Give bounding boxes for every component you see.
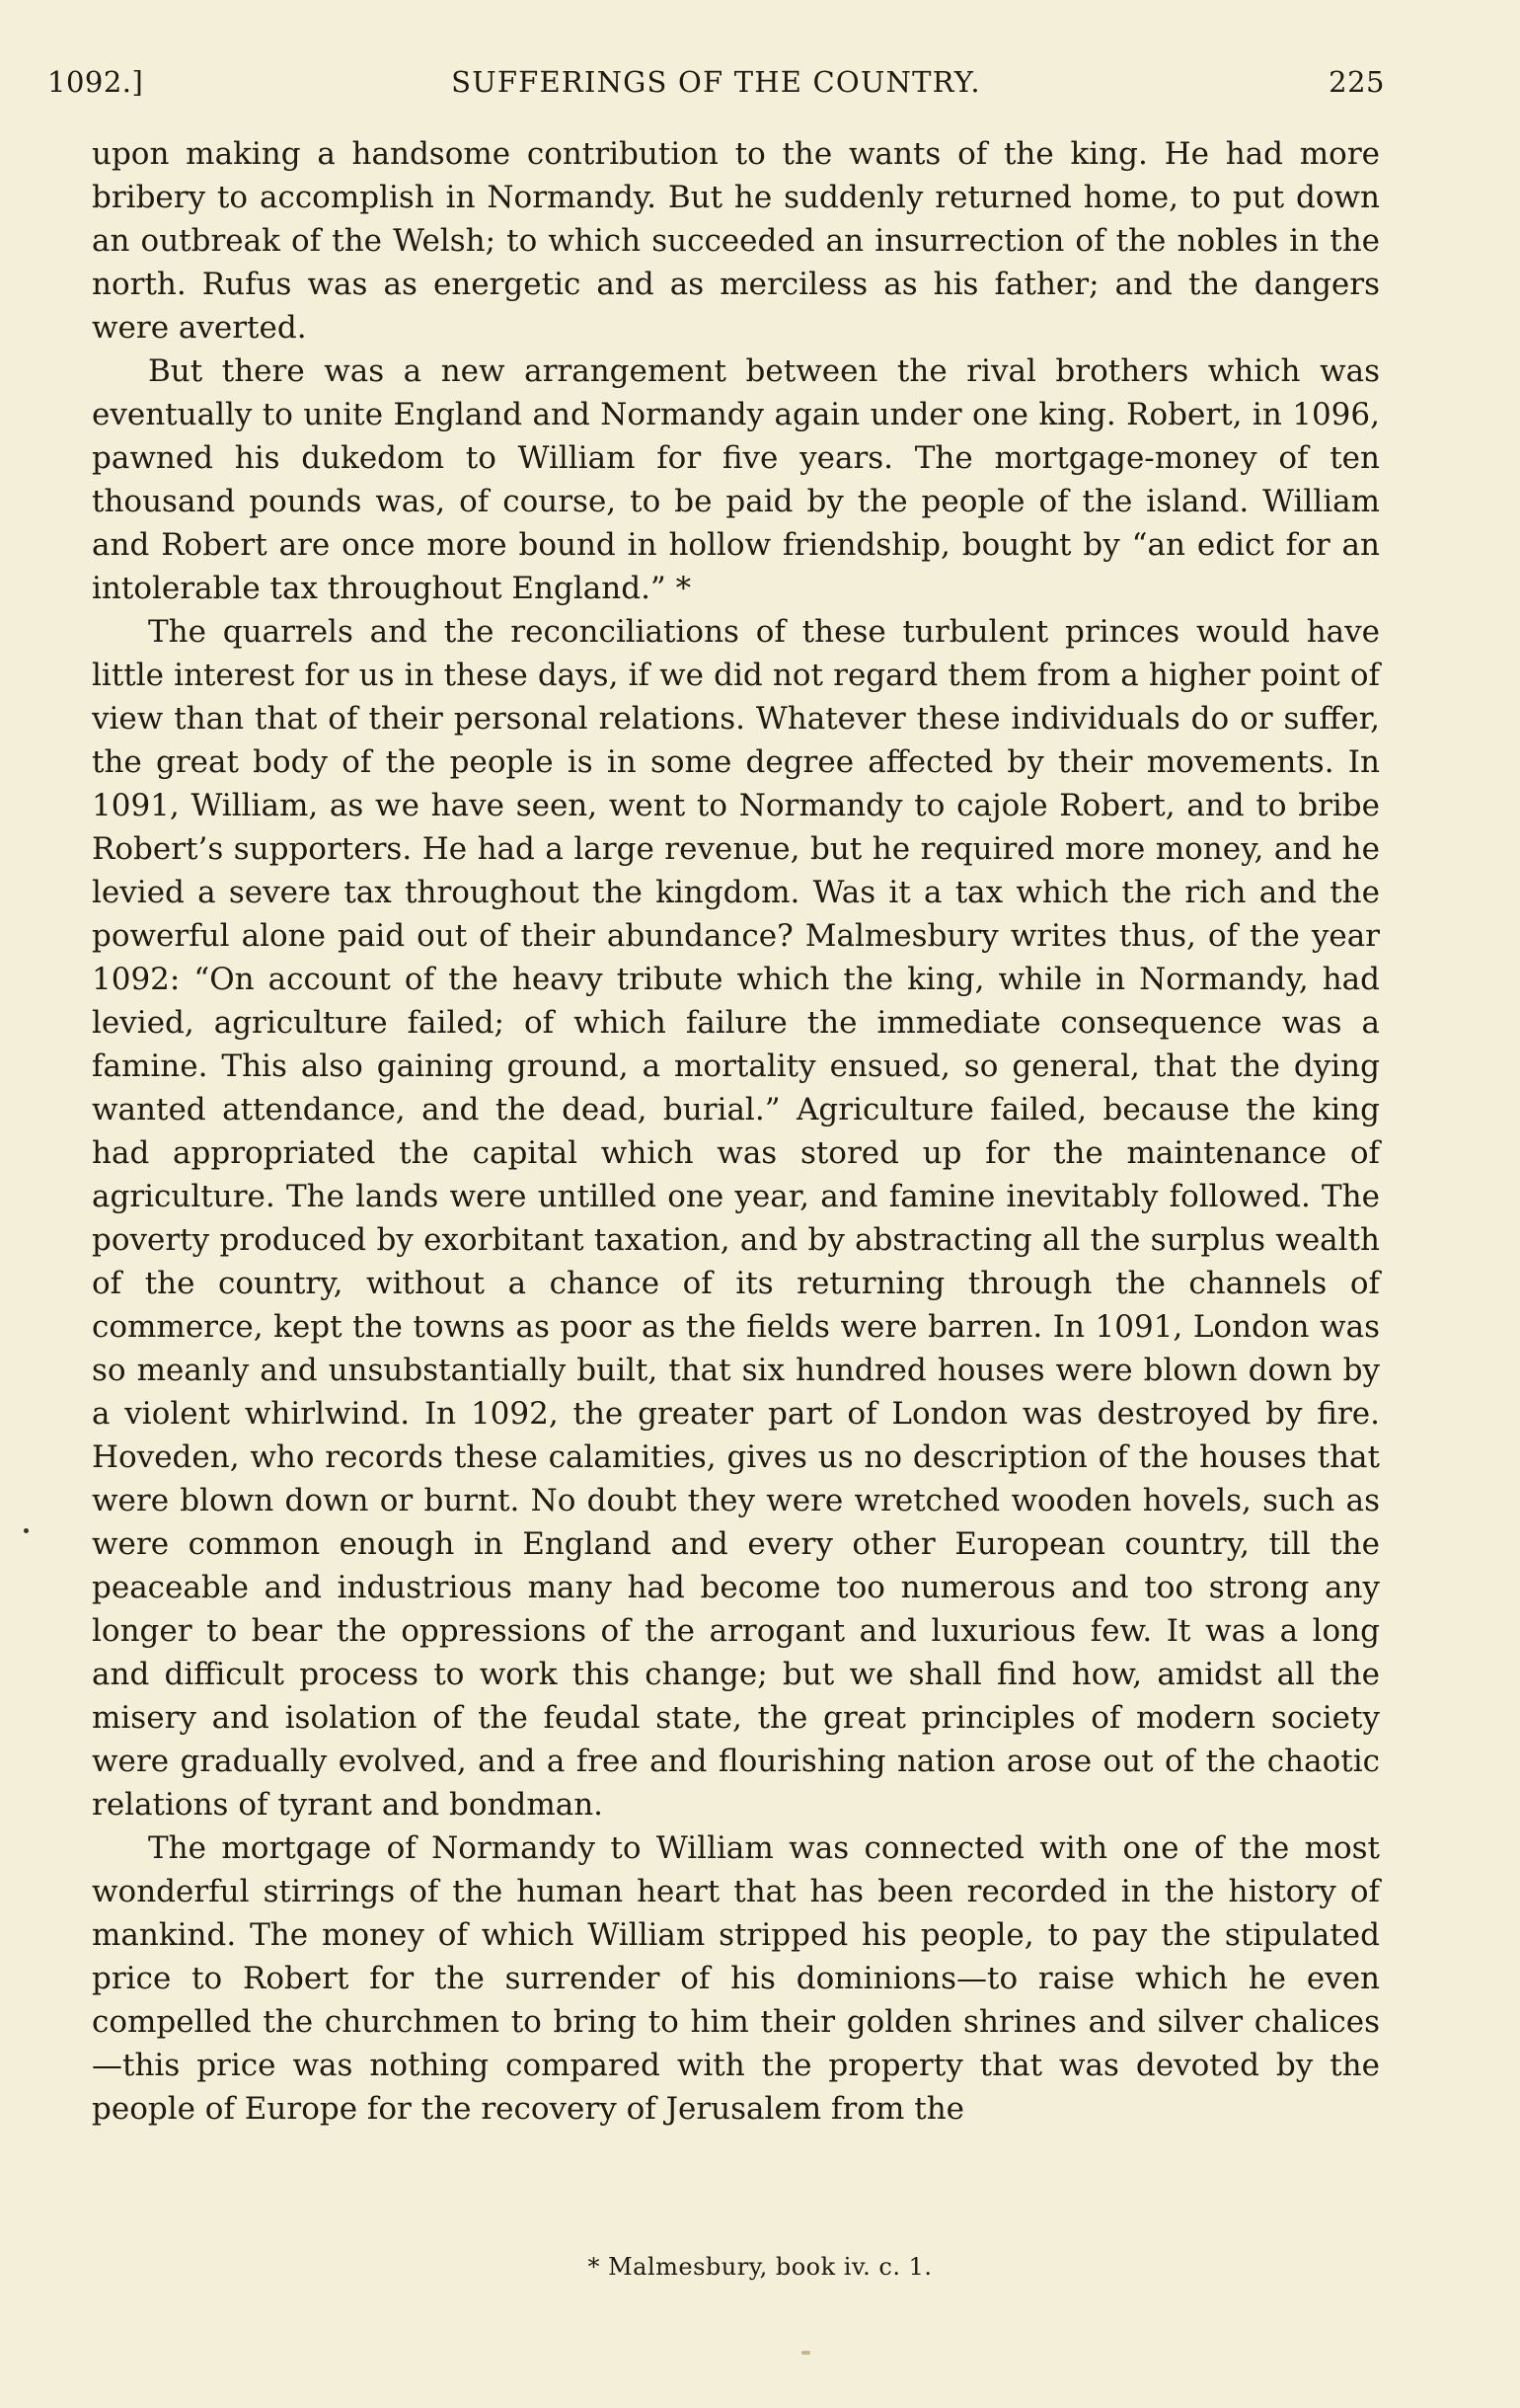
body-text xyxy=(92,132,1380,2131)
paper-smudge xyxy=(801,2351,810,2355)
paragraph-3: The quarrels and the reconciliations of these turbulent princes would have little interest for us in these days, if we did not regard them from a higher point of view than that of their personal relations. Whatever these individuals do or suffer, the great body of the people is in some degree affected by their movements. In 1091, William, as we have seen, went to Normandy to cajole Robert, and to bribe Robert’s supporters. He had a large revenue, but he required more money, and he levied a severe tax throughout the kingdom. Was it a tax which the rich and the powerful alone paid out of their abundance? Malmesbury writes thus, of the year 1092: “On account of the heavy tribute which the king, while in Normandy, had levied, agriculture failed; of which failure the immediate consequence was a famine. This also gaining ground, a mortality ensued, so general, that the dying wanted attendance, and the dead, burial.” Agriculture failed, because the king had appropriated the capital which was stored up for the maintenance of agriculture. The lands were untilled one year, and famine inevitably followed. The poverty produced by exorbitant taxation, and by abstracting all the surplus wealth of the country, without a chance of its returning through the channels of commerce, kept the towns as poor as the fields were barren. In 1091, London was so meanly and unsubstantially built, that six hundred houses were blown down by a violent whirlwind. In 1092, the greater part of London was destroyed by fire. Hoveden, who records these calamities, gives us no description of the houses that were blown down or burnt. No doubt they were wretched wooden hovels, such as were common enough in England and every other European country, till the peaceable and industrious many had become too numerous and too strong any longer to bear the oppressions of the arrogant and luxurious few. It was a long and difficult process to work this change; but we shall find how, amidst all the misery and isolation of the feudal state, the great principles of modern society were gradually evolved, and a free and flourishing nation arose out of the chaotic relations of tyrant and bondman. xyxy=(92,614,1380,1823)
header-title: SUFFERINGS OF THE COUNTRY. xyxy=(451,65,981,99)
paragraph-1: upon making a handsome contribution to the wants of the king. He had more bribery to accomplish in Normandy. But he suddenly returned home, to put down an outbreak of the Welsh; to which succeeded an insurrection of the nobles in the north. Rufus was as energetic and as merciless as his father; and the dangers were averted. xyxy=(92,136,1380,346)
paragraph-4: The mortgage of Normandy to William was connected with one of the most wonderful stirrings of the human heart that has been recorded in the history of mankind. The money of which William stripped his people, to pay the stipulated price to Robert for the surrender of his dominions—to raise which he even compelled the churchmen to bring to him their golden shrines and silver chalices—this price was nothing compared with the property that was devoted by the people of Europe for the recovery of Jerusalem from the xyxy=(92,1830,1380,2127)
page-number: 225 xyxy=(1329,65,1385,99)
header-year: 1092.] xyxy=(47,65,144,99)
running-head xyxy=(47,65,1385,111)
footnote: * Malmesbury, book iv. c. 1. xyxy=(587,2253,933,2281)
margin-mark xyxy=(24,1528,29,1533)
paragraph-2: But there was a new arrangement between the rival brothers which was eventually to unite England and Normandy again under one king. Robert, in 1096, pawned his dukedom to William for five years. The mortgage-money of ten thousand pounds was, of course, to be paid by the people of the island. William and Robert are once more bound in hollow friendship, bought by “an edict for an intolerable tax throughout England.” * xyxy=(92,353,1380,606)
